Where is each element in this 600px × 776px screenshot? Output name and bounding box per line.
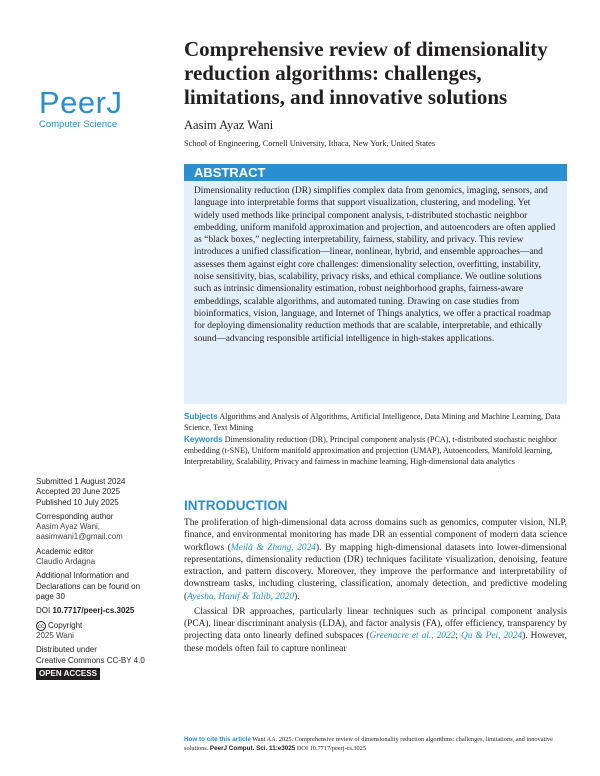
citation-greenacre[interactable]: Greenacre et al., 2022 [369,631,456,642]
editor-name: Claudio Ardagna [36,557,96,567]
doi-block [36,606,176,616]
accepted-date: Accepted 20 June 2025 [36,487,121,497]
keywords-label: Keywords [184,434,223,444]
keywords-value: Dimensionality reduction (DR), Principal component analysis (PCA), t-distributed stochastic neighbor embedding (t-SNE), Uniform manifold approximation and projection (UMAP), Autoencoders, Manifold learning, Interpretability, Scalability, Privacy and fairness in machine learning, High-dimensional data analytics [184,434,557,466]
intro-paragraph-2 [184,606,567,655]
submitted-date: Submitted 1 August 2024 [36,477,126,486]
footer-label: How to cite this article [184,736,251,743]
intro-p1-text-c: ). [294,591,300,602]
copyright-icon: cc [36,621,46,631]
dates-block [36,477,176,508]
published-date: Published 10 July 2025 [36,497,119,507]
subjects-line [184,412,567,434]
additional-info-line1: Additional Information and [36,571,129,581]
corresponding-name: Aasim Ayaz Wani, [36,522,101,532]
license-line1: Distributed under [36,645,97,655]
corresponding-email[interactable]: aasimwani1@gmail.com [36,532,123,542]
subjects-value: Algorithms and Analysis of Algorithms, Artificial Intelligence, Data Mining and Machine Learning, Data Science, Text Mining [184,412,561,432]
article-title: Comprehensive review of dimensionality reduction algorithms: challenges, limitations, and innovative solutions [184,37,548,109]
keywords-line [184,435,567,468]
intro-p2-text-b: ). However, these models often fail to capture nonlinear [184,631,568,654]
doi-prefix: DOI [36,606,53,616]
citation-meila-zhang[interactable]: Meilă & Zhang, 2024 [230,542,316,553]
additional-info-line3: page 30 [36,591,65,601]
citation-ayesha[interactable]: Ayesha, Hanif & Talib, 2020 [187,591,295,602]
footer-text-b: DOI 10.7717/peerj-cs.3025 [295,744,366,752]
copyright-holder: 2025 Wani [36,630,74,640]
intro-p1-text-b: ). By mapping high-dimensional datasets into lower-dimensional representations, dimensionality reduction (DR) techniques facilitate visualization, denoising, feature extraction, and pattern discovery. Moreover, they improve the performance and interpretability of downstream tasks, including clustering, classification, anomaly detection, and predictive modeling ( [184,542,567,602]
copyright-line [36,621,176,631]
intro-p2-separator: ; [455,631,461,642]
editor-label: Academic editor [36,546,94,556]
subjects-keywords [184,412,567,469]
affiliation: School of Engineering, Cornell University, Ithaca, New York, United States [184,139,436,148]
license-block [36,645,176,680]
article-sidebar [36,477,176,684]
copyright-label: Copyright [48,620,83,630]
editor-block [36,547,176,568]
abstract-text: Dimensionality reduction (DR) simplifies complex data from genomics, imaging, sensors, and language into interpretable forms that support visualization, clustering, and modeling. Yet widely used methods like principal component analysis, t-distributed stochastic neighbor embedding, uniform manifold approximation and projection, and autoencoders are often applied as “black boxes,” neglecting interpretability, fairness, stability, and privacy. This review introduces a unified classification—linear, nonlinear, hybrid, and ensemble approaches—and assesses them against eight core challenges: dimensionality selection, overfitting, instability, noise sensitivity, bias, scalability, privacy risks, and ethical compliance. We outline solutions such as intrinsic dimensionality estimation, robust neighborhood graphs, fairness-aware embeddings, scalable algorithms, and automated tuning. Drawing on case studies from bioinformatics, vision, language, and Internet of Things analytics, we offer a practical roadmap for deploying dimensionality reduction methods that are scalable, interpretable, and ethically sound—advancing responsible artificial intelligence in high-stakes applications. [194,186,556,344]
license-line2[interactable]: Creative Commons CC-BY 4.0 [36,655,145,665]
abstract-heading: ABSTRACT [184,164,567,181]
introduction-body [184,517,567,655]
logo-subtitle: Computer Science [39,119,118,130]
introduction-heading: INTRODUCTION [184,498,288,513]
doi-link[interactable]: 10.7717/peerj-cs.3025 [52,606,135,616]
open-access-badge: OPEN ACCESS [36,668,100,680]
additional-info-line2: Declarations can be found on [36,581,141,591]
citation-qu-pei[interactable]: Qu & Pei, 2024 [460,631,523,642]
footer-text-a: Wani AA. 2025. Comprehensive review of dimensionality reduction algorithms: challenges, limitations, and innovative solutions. [184,736,553,752]
footer-journal: PeerJ Comput. Sci. 11:e3025 [209,744,296,752]
author-name: Aasim Ayaz Wani [184,118,274,132]
intro-paragraph-1 [184,517,567,603]
logo-wordmark: PeerJ [39,85,123,120]
subjects-label: Subjects [184,412,218,421]
corresponding-author-block [36,512,176,543]
abstract-box [184,181,567,404]
copyright-block [36,621,176,642]
citation-footer [184,736,567,753]
intro-p1-text-a: The proliferation of high-dimensional data across domains such as genomics, computer vision, NLP, finance, and environmental monitoring has made DR an essential component of modern data science workflows ( [184,518,567,553]
intro-p2-text-a: Classical DR approaches, particularly linear techniques such as principal component analysis (PCA), linear discriminant analysis (LDA), and factor analysis (FA), offer efficiency, transparency by projecting data onto linearly defined subspaces ( [184,606,567,642]
journal-logo [39,85,129,130]
additional-info-block [36,571,176,602]
corresponding-label: Corresponding author [36,511,114,521]
